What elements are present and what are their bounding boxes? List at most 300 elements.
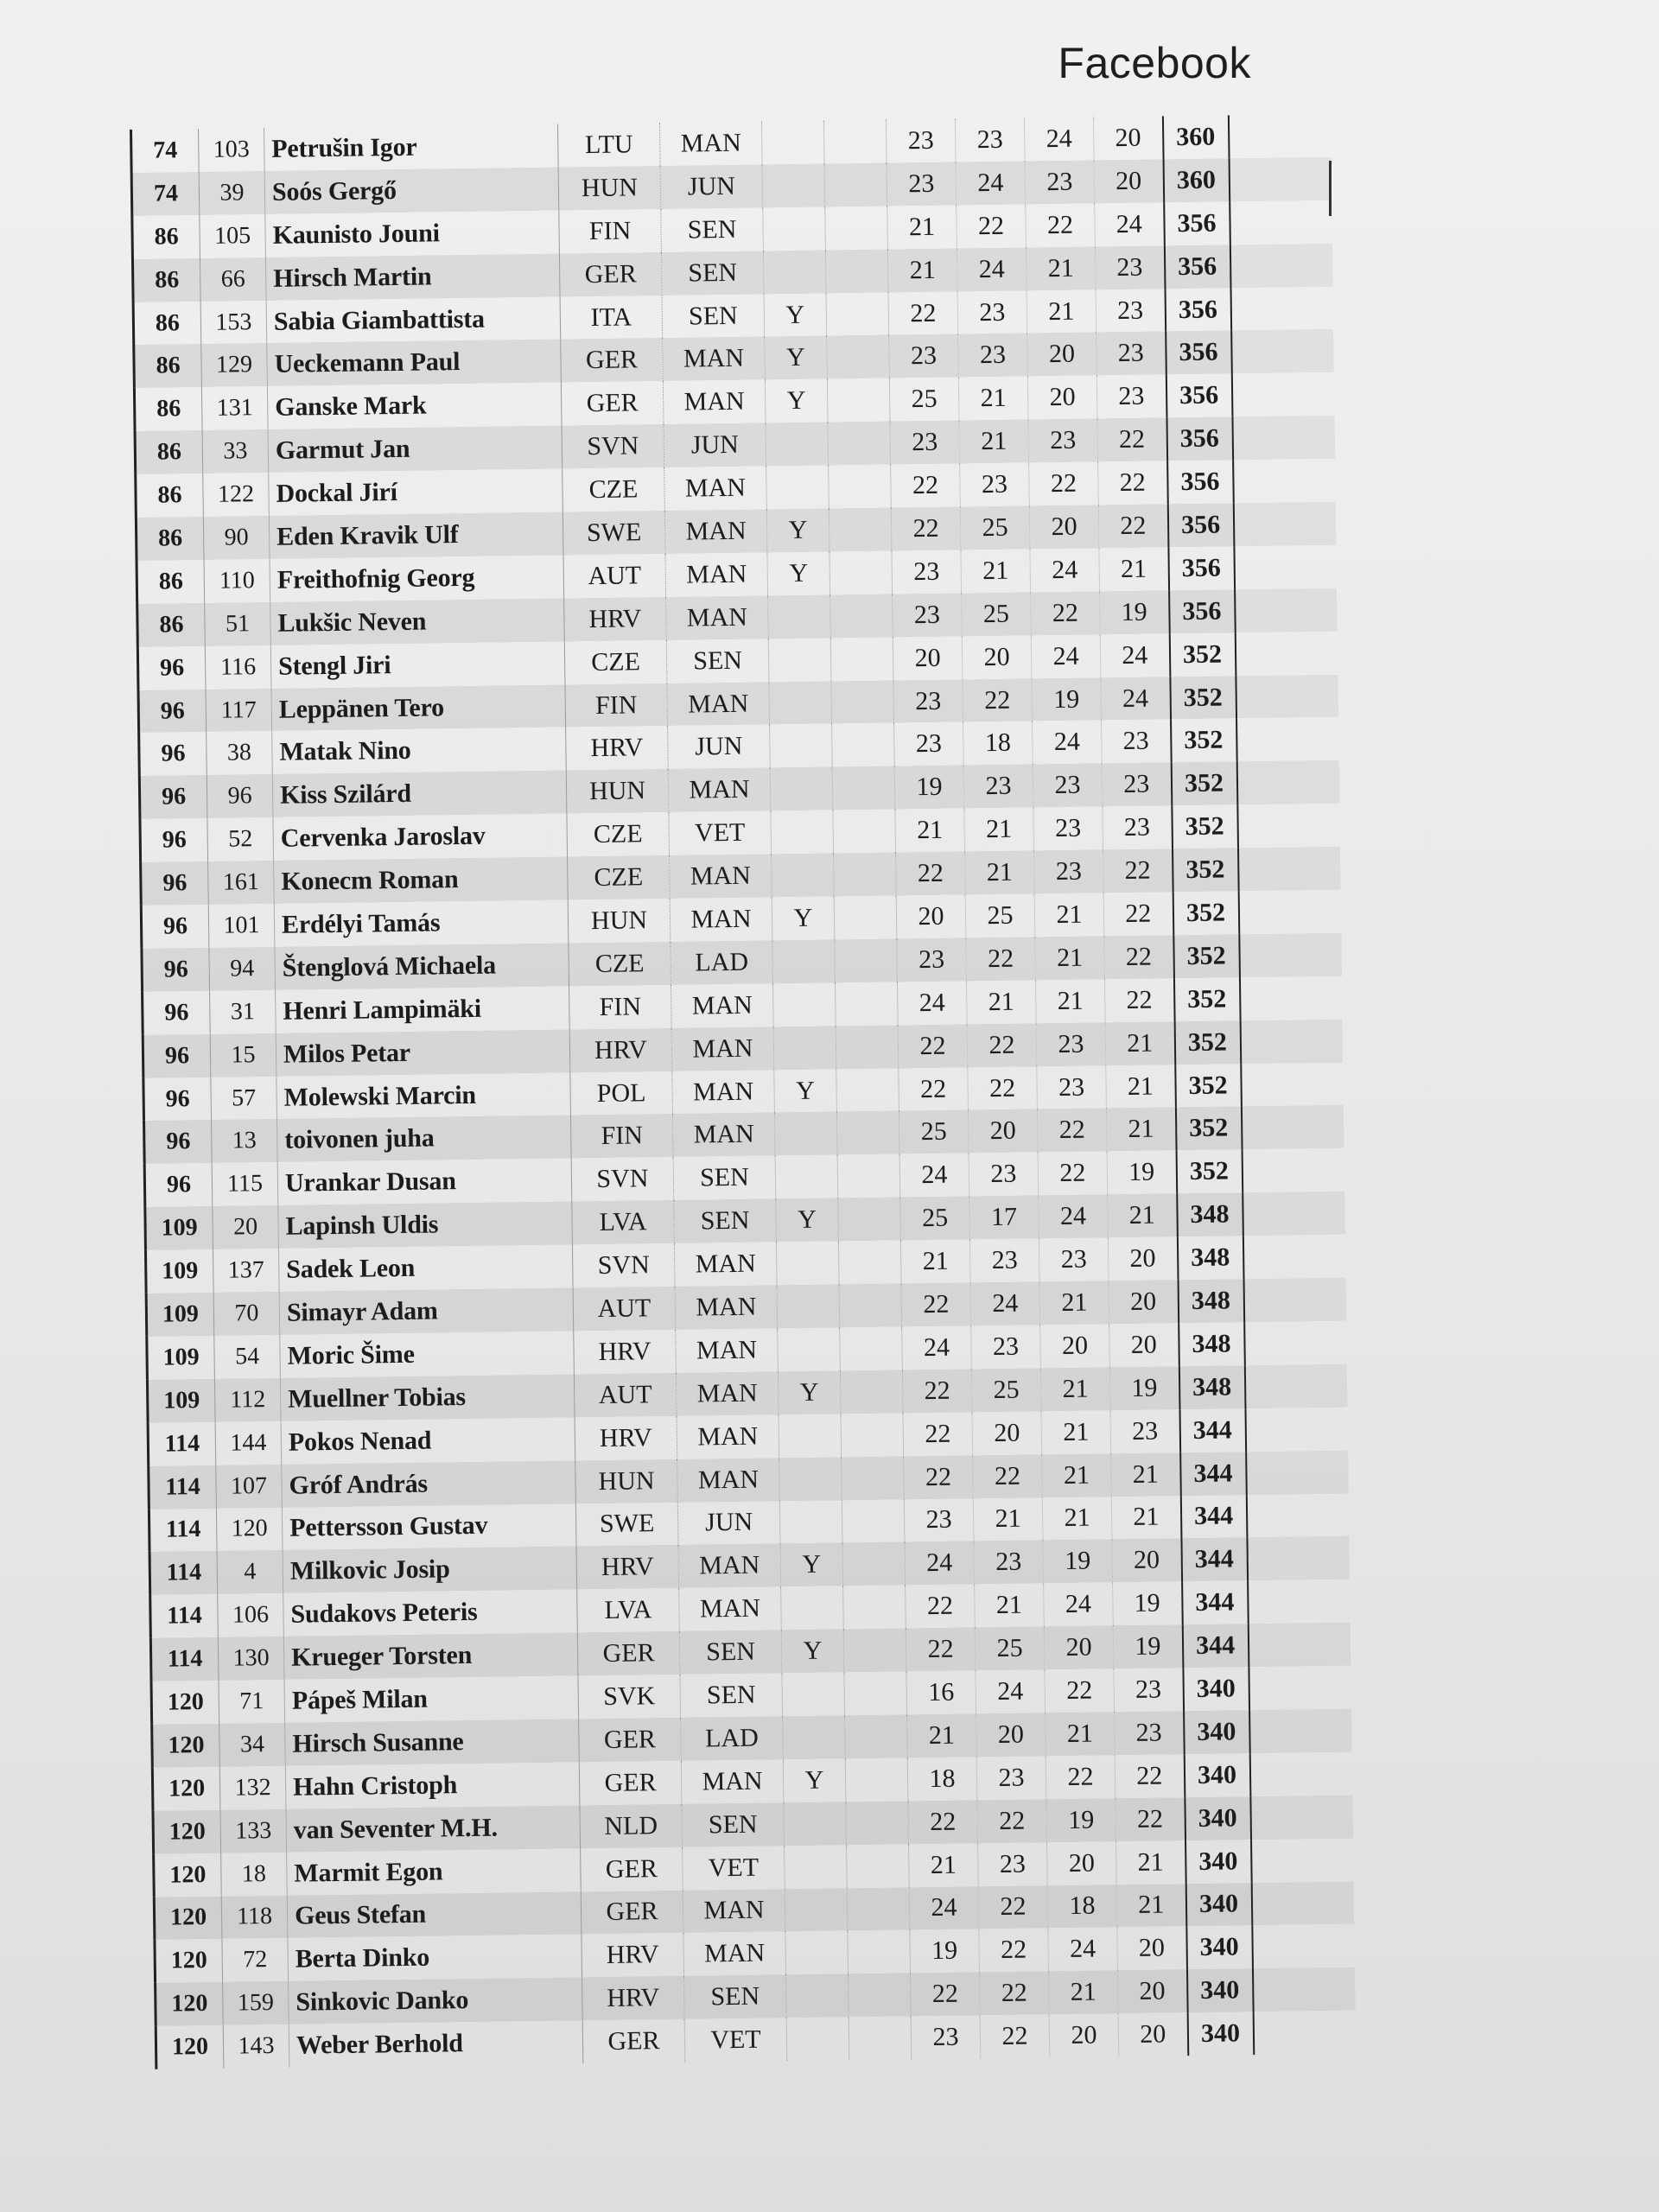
start-number-cell: 107	[216, 1464, 283, 1508]
trailing-cell	[1239, 976, 1344, 1020]
category-cell: LAD	[681, 1716, 784, 1760]
spacer-cell	[843, 1586, 906, 1630]
competitor-name-cell: toivonen juha	[277, 1116, 572, 1162]
score-2-cell: 25	[962, 592, 1032, 636]
nation-cell: CZE	[568, 855, 671, 899]
total-score-cell: 344	[1180, 1452, 1247, 1496]
score-3-cell: 22	[1046, 1755, 1116, 1799]
score-2-cell: 25	[960, 505, 1030, 550]
category-cell: MAN	[665, 552, 768, 596]
nation-cell: HUN	[568, 899, 671, 943]
start-number-cell: 38	[207, 731, 273, 775]
trailing-cell	[1252, 1924, 1357, 1968]
score-3-cell: 23	[1025, 160, 1095, 204]
score-2-cell: 24	[956, 161, 1026, 205]
start-number-cell: 33	[202, 429, 269, 474]
score-1-cell: 21	[887, 248, 957, 292]
total-score-cell: 352	[1173, 934, 1240, 978]
trailing-cell	[1251, 1838, 1356, 1882]
rank-cell: 120	[152, 1767, 220, 1811]
score-1-cell: 23	[911, 2015, 981, 2059]
start-number-cell: 20	[213, 1205, 279, 1249]
score-3-cell: 24	[1024, 117, 1094, 161]
spacer-cell	[831, 680, 894, 724]
nation-cell: SVN	[571, 1157, 674, 1201]
flag-cell	[774, 1112, 837, 1156]
start-number-cell: 54	[214, 1335, 281, 1379]
score-2-cell: 20	[972, 1411, 1042, 1455]
rank-cell: 120	[155, 1939, 223, 1983]
start-number-cell: 94	[209, 947, 276, 991]
flag-cell	[776, 1242, 839, 1286]
trailing-cell	[1230, 243, 1334, 287]
score-2-cell: 24	[976, 1669, 1046, 1713]
score-4-cell: 24	[1095, 202, 1165, 246]
score-3-cell: 24	[1039, 1195, 1109, 1239]
total-score-cell: 352	[1172, 848, 1238, 892]
score-4-cell: 22	[1097, 418, 1167, 462]
start-number-cell: 159	[223, 1981, 289, 2025]
score-1-cell: 25	[899, 1110, 969, 1154]
nation-cell: LTU	[557, 123, 660, 167]
total-score-cell: 340	[1184, 1753, 1250, 1797]
score-2-cell: 23	[978, 1842, 1048, 1886]
trailing-cell	[1239, 933, 1344, 977]
rank-cell: 96	[144, 1120, 213, 1164]
total-score-cell: 344	[1182, 1624, 1249, 1668]
start-number-cell: 161	[208, 861, 275, 905]
score-1-cell: 21	[895, 809, 965, 853]
start-number-cell: 153	[200, 301, 267, 345]
score-2-cell: 21	[965, 851, 1035, 895]
rank-cell: 86	[133, 302, 201, 346]
score-2-cell: 18	[963, 721, 1033, 766]
rank-cell: 96	[138, 689, 207, 733]
rank-cell: 86	[137, 603, 206, 647]
score-2-cell: 21	[966, 980, 1036, 1024]
score-4-cell: 21	[1111, 1452, 1181, 1497]
rank-cell: 96	[141, 905, 209, 949]
score-2-cell: 23	[971, 1325, 1041, 1369]
start-number-cell: 130	[218, 1637, 284, 1681]
competitor-name-cell: Hirsch Martin	[265, 253, 560, 300]
competitor-name-cell: Pokos Nenad	[281, 1417, 575, 1464]
total-score-cell: 360	[1163, 158, 1230, 202]
score-1-cell: 18	[907, 1757, 977, 1801]
start-number-cell: 52	[207, 817, 274, 861]
start-number-cell: 39	[199, 171, 265, 215]
score-2-cell: 22	[979, 1972, 1049, 2016]
total-score-cell: 344	[1179, 1408, 1246, 1452]
trailing-cell	[1249, 1751, 1354, 1796]
score-2-cell: 21	[964, 808, 1034, 852]
total-score-cell: 344	[1181, 1538, 1248, 1582]
score-1-cell: 20	[893, 636, 963, 680]
category-cell: MAN	[672, 1113, 775, 1157]
flag-cell	[771, 810, 834, 855]
total-score-cell: 340	[1183, 1667, 1249, 1711]
score-4-cell: 22	[1103, 892, 1173, 936]
flag-cell	[785, 1845, 848, 1889]
score-1-cell: 22	[899, 1067, 969, 1111]
score-4-cell: 19	[1109, 1366, 1179, 1410]
flag-cell	[777, 1284, 840, 1328]
spacer-cell	[837, 1154, 900, 1198]
score-4-cell: 20	[1118, 2012, 1188, 2056]
nation-cell: HUN	[566, 769, 669, 813]
score-4-cell: 23	[1096, 332, 1166, 376]
flag-cell	[785, 1888, 848, 1932]
total-score-cell: 348	[1178, 1279, 1244, 1323]
rank-cell: 96	[143, 1034, 211, 1078]
competitor-name-cell: Weber Berhold	[289, 2021, 583, 2068]
results-table	[130, 114, 1358, 2069]
competitor-name-cell: Sadek Leon	[278, 1245, 573, 1292]
trailing-cell	[1238, 890, 1343, 934]
trailing-cell	[1248, 1623, 1352, 1667]
nation-cell: GER	[561, 381, 664, 425]
rank-cell: 114	[148, 1422, 216, 1466]
competitor-name-cell: Sinkovic Danko	[289, 1978, 583, 2024]
category-cell: SEN	[662, 294, 765, 338]
score-3-cell: 20	[1027, 333, 1097, 377]
flag-cell	[769, 681, 832, 725]
trailing-cell	[1249, 1666, 1353, 1710]
competitor-name-cell: Garmut Jan	[268, 426, 563, 473]
competitor-name-cell: Milkovic Josip	[283, 1547, 577, 1593]
score-3-cell: 22	[1031, 591, 1101, 635]
start-number-cell: 15	[210, 1033, 276, 1077]
nation-cell: SWE	[563, 511, 665, 555]
flag-cell	[772, 939, 836, 983]
score-4-cell: 23	[1115, 1711, 1185, 1755]
rank-cell: 96	[137, 646, 206, 690]
total-score-cell: 344	[1180, 1495, 1247, 1539]
score-3-cell: 21	[1027, 289, 1096, 334]
start-number-cell: 110	[204, 559, 270, 603]
total-score-cell: 356	[1166, 331, 1232, 375]
score-2-cell: 23	[969, 1238, 1039, 1282]
category-cell: MAN	[676, 1371, 779, 1415]
score-3-cell: 19	[1032, 677, 1102, 721]
total-score-cell: 356	[1166, 417, 1233, 461]
start-number-cell: 90	[203, 516, 270, 560]
spacer-cell	[847, 1844, 910, 1888]
trailing-cell	[1243, 1192, 1347, 1236]
spacer-cell	[849, 1974, 912, 2018]
trailing-cell	[1243, 1278, 1348, 1322]
score-4-cell: 20	[1108, 1236, 1178, 1281]
nation-cell: SVK	[578, 1675, 681, 1719]
score-4-cell: 21	[1108, 1194, 1178, 1238]
rank-cell: 86	[135, 430, 203, 474]
score-2-cell: 21	[973, 1497, 1043, 1541]
rank-cell: 96	[144, 1163, 213, 1207]
rank-cell: 109	[145, 1249, 213, 1294]
competitor-name-cell: Henri Lampimäki	[276, 986, 570, 1033]
score-1-cell: 22	[891, 506, 961, 550]
total-score-cell: 352	[1171, 719, 1237, 763]
score-4-cell: 20	[1112, 1539, 1182, 1583]
spacer-cell	[840, 1370, 903, 1414]
trailing-cell	[1242, 1148, 1346, 1192]
category-cell: SEN	[682, 1802, 785, 1847]
total-score-cell: 356	[1165, 288, 1231, 332]
flag-cell	[781, 1586, 844, 1630]
start-number-cell: 72	[222, 1938, 289, 1982]
score-4-cell: 19	[1107, 1151, 1177, 1195]
start-number-cell: 131	[201, 386, 268, 430]
total-score-cell: 352	[1173, 977, 1240, 1021]
nation-cell: FIN	[570, 1114, 673, 1158]
score-1-cell: 23	[894, 722, 964, 766]
score-3-cell: 24	[1031, 634, 1101, 678]
nation-cell: CZE	[567, 812, 670, 856]
score-4-cell: 21	[1116, 1840, 1186, 1885]
flag-cell	[768, 638, 831, 682]
rank-cell: 114	[149, 1551, 218, 1595]
competitor-name-cell: Berta Dinko	[288, 1935, 582, 1981]
trailing-cell	[1234, 545, 1338, 589]
start-number-cell: 143	[223, 2024, 289, 2069]
score-1-cell: 22	[911, 1973, 981, 2017]
rank-cell: 86	[134, 344, 202, 388]
score-1-cell: 22	[896, 852, 966, 896]
category-cell: SEN	[661, 207, 764, 251]
spacer-cell	[832, 766, 895, 810]
score-3-cell: 21	[1040, 1367, 1110, 1411]
score-1-cell: 21	[900, 1240, 970, 1284]
spacer-cell	[841, 1413, 904, 1457]
trailing-cell	[1244, 1321, 1349, 1365]
competitor-name-cell: Molewski Marcin	[276, 1072, 571, 1119]
nation-cell: GER	[582, 2019, 685, 2063]
flag-cell: Y	[772, 896, 835, 940]
score-3-cell: 21	[1034, 893, 1104, 937]
total-score-cell: 352	[1175, 1107, 1242, 1151]
score-3-cell: 21	[1041, 1410, 1111, 1454]
nation-cell: FIN	[569, 985, 672, 1029]
score-1-cell: 22	[904, 1455, 974, 1499]
category-cell: VET	[684, 2018, 787, 2062]
score-2-cell: 21	[958, 377, 1028, 421]
score-4-cell: 23	[1095, 245, 1165, 289]
score-3-cell: 21	[1048, 1971, 1118, 2015]
score-4-cell: 20	[1117, 1927, 1187, 1971]
rank-cell: 120	[156, 1982, 224, 2026]
flag-cell	[786, 1974, 849, 2018]
rank-cell: 120	[152, 1724, 220, 1768]
score-4-cell: 23	[1103, 806, 1173, 850]
category-cell: MAN	[679, 1587, 782, 1631]
score-1-cell: 20	[896, 894, 966, 938]
rank-cell: 109	[147, 1336, 215, 1380]
rank-cell: 120	[154, 1896, 222, 1940]
score-4-cell: 19	[1113, 1581, 1183, 1625]
competitor-name-cell: Krueger Torsten	[283, 1633, 578, 1680]
rank-cell: 86	[134, 387, 202, 431]
trailing-cell	[1245, 1407, 1350, 1451]
rank-cell: 96	[139, 732, 207, 776]
nation-cell: LVA	[577, 1588, 680, 1632]
score-3-cell: 22	[1029, 461, 1099, 505]
flag-cell	[761, 120, 824, 164]
nation-cell: HRV	[569, 1028, 672, 1072]
score-3-cell: 23	[1033, 764, 1103, 808]
category-cell: MAN	[659, 121, 762, 165]
score-1-cell: 22	[901, 1282, 971, 1326]
total-score-cell: 348	[1179, 1365, 1245, 1409]
score-4-cell: 21	[1106, 1065, 1176, 1109]
start-number-cell: 133	[220, 1809, 287, 1853]
score-4-cell: 20	[1109, 1280, 1179, 1324]
rank-cell: 96	[143, 991, 211, 1035]
score-2-cell: 23	[958, 334, 1028, 378]
trailing-cell	[1236, 674, 1340, 718]
score-1-cell: 16	[906, 1670, 976, 1714]
category-cell: VET	[669, 811, 772, 855]
score-2-cell: 20	[962, 635, 1032, 679]
total-score-cell: 340	[1184, 1710, 1250, 1754]
competitor-name-cell: Ganske Mark	[267, 383, 562, 429]
score-1-cell: 22	[891, 464, 961, 508]
score-3-cell: 21	[1035, 936, 1105, 980]
flag-cell	[783, 1715, 846, 1759]
flag-cell	[770, 724, 833, 768]
spacer-cell	[836, 1068, 899, 1112]
score-2-cell: 22	[966, 937, 1036, 981]
nation-cell: AUT	[563, 554, 666, 598]
nation-cell: FIN	[559, 209, 662, 253]
spacer-cell	[845, 1758, 908, 1802]
score-3-cell: 19	[1046, 1798, 1116, 1842]
trailing-cell	[1233, 459, 1338, 503]
competitor-name-cell: Ueckemann Paul	[267, 340, 562, 386]
score-2-cell: 24	[957, 247, 1027, 291]
nation-cell: GER	[579, 1761, 682, 1805]
trailing-cell	[1235, 631, 1339, 675]
start-number-cell: 115	[212, 1162, 278, 1206]
score-3-cell: 22	[1037, 1109, 1107, 1153]
category-cell: MAN	[674, 1242, 777, 1286]
spacer-cell	[826, 292, 889, 336]
category-cell: MAN	[663, 380, 766, 424]
trailing-cell	[1248, 1580, 1352, 1624]
spacer-cell	[840, 1326, 903, 1370]
nation-cell: CZE	[569, 942, 671, 986]
score-3-cell: 24	[1048, 1928, 1118, 1972]
score-3-cell: 23	[1037, 1065, 1107, 1109]
score-1-cell: 23	[886, 118, 956, 162]
nation-cell: HRV	[575, 1416, 677, 1460]
competitor-name-cell: Urankar Dusan	[277, 1159, 572, 1205]
nation-cell: SVN	[572, 1243, 675, 1287]
score-1-cell: 23	[893, 593, 963, 637]
start-number-cell: 105	[200, 214, 266, 258]
total-score-cell: 356	[1169, 589, 1236, 633]
start-number-cell: 101	[208, 904, 275, 948]
rank-cell: 96	[141, 861, 209, 906]
competitor-name-cell: Lapinsh Uldis	[278, 1202, 573, 1249]
score-4-cell: 22	[1104, 935, 1174, 979]
trailing-cell	[1230, 286, 1335, 330]
flag-cell: Y	[765, 336, 828, 380]
category-cell: SEN	[666, 639, 769, 683]
total-score-cell: 352	[1176, 1150, 1243, 1194]
nation-cell: SWE	[575, 1502, 678, 1546]
total-score-cell: 352	[1173, 891, 1239, 935]
score-2-cell: 23	[969, 1153, 1039, 1197]
score-2-cell: 22	[957, 204, 1027, 248]
score-2-cell: 25	[971, 1368, 1041, 1412]
score-1-cell: 21	[907, 1713, 977, 1758]
competitor-name-cell: Moric Šime	[280, 1331, 575, 1377]
score-4-cell: 23	[1096, 375, 1166, 419]
competitor-name-cell: Hahn Cristoph	[285, 1762, 580, 1808]
score-3-cell: 22	[1045, 1669, 1115, 1713]
category-cell: MAN	[677, 1414, 779, 1459]
rank-cell: 120	[156, 2025, 224, 2069]
score-1-cell: 24	[905, 1541, 975, 1586]
competitor-name-cell: Freithofnig Georg	[270, 555, 564, 601]
page-header-title: Facebook	[1058, 39, 1251, 87]
nation-cell: HRV	[576, 1545, 679, 1589]
spacer-cell	[832, 723, 895, 767]
score-3-cell: 19	[1043, 1540, 1113, 1584]
spacer-cell	[844, 1671, 907, 1715]
category-cell: SEN	[680, 1673, 783, 1717]
flag-cell	[763, 250, 826, 294]
category-cell: MAN	[678, 1544, 781, 1588]
score-2-cell: 23	[957, 290, 1027, 334]
spacer-cell	[823, 120, 887, 164]
competitor-name-cell: Sudakovs Peteris	[283, 1590, 578, 1637]
score-1-cell: 23	[892, 550, 962, 594]
competitor-name-cell: Soós Gergő	[264, 167, 559, 213]
flag-cell	[770, 767, 833, 811]
score-1-cell: 22	[908, 1800, 978, 1844]
rank-cell: 74	[130, 129, 199, 173]
score-4-cell: 20	[1093, 116, 1163, 160]
score-3-cell: 18	[1047, 1885, 1117, 1929]
score-3-cell: 21	[1039, 1281, 1109, 1325]
rank-cell: 109	[146, 1293, 214, 1337]
category-cell: SEN	[684, 1975, 787, 2019]
score-2-cell: 21	[959, 420, 1029, 464]
start-number-cell: 57	[211, 1076, 277, 1120]
score-1-cell: 23	[890, 421, 960, 465]
competitor-name-cell: Milos Petar	[276, 1029, 570, 1076]
score-1-cell: 23	[893, 679, 963, 723]
total-score-cell: 356	[1167, 460, 1234, 504]
trailing-cell	[1232, 416, 1337, 460]
nation-cell: GER	[559, 252, 662, 296]
nation-cell: LVA	[572, 1200, 675, 1244]
flag-cell	[778, 1327, 841, 1371]
start-number-cell: 144	[215, 1421, 282, 1465]
flag-cell: Y	[780, 1543, 843, 1587]
score-4-cell: 23	[1102, 763, 1172, 807]
score-4-cell: 21	[1099, 547, 1169, 591]
flag-cell	[763, 207, 826, 251]
start-number-cell: 132	[219, 1766, 286, 1810]
score-1-cell: 21	[909, 1843, 979, 1887]
total-score-cell: 340	[1187, 2012, 1254, 2056]
spacer-cell	[848, 1930, 911, 1974]
competitor-name-cell: Muellner Tobias	[280, 1374, 575, 1421]
score-1-cell: 24	[897, 981, 967, 1025]
spacer-cell	[829, 465, 892, 509]
